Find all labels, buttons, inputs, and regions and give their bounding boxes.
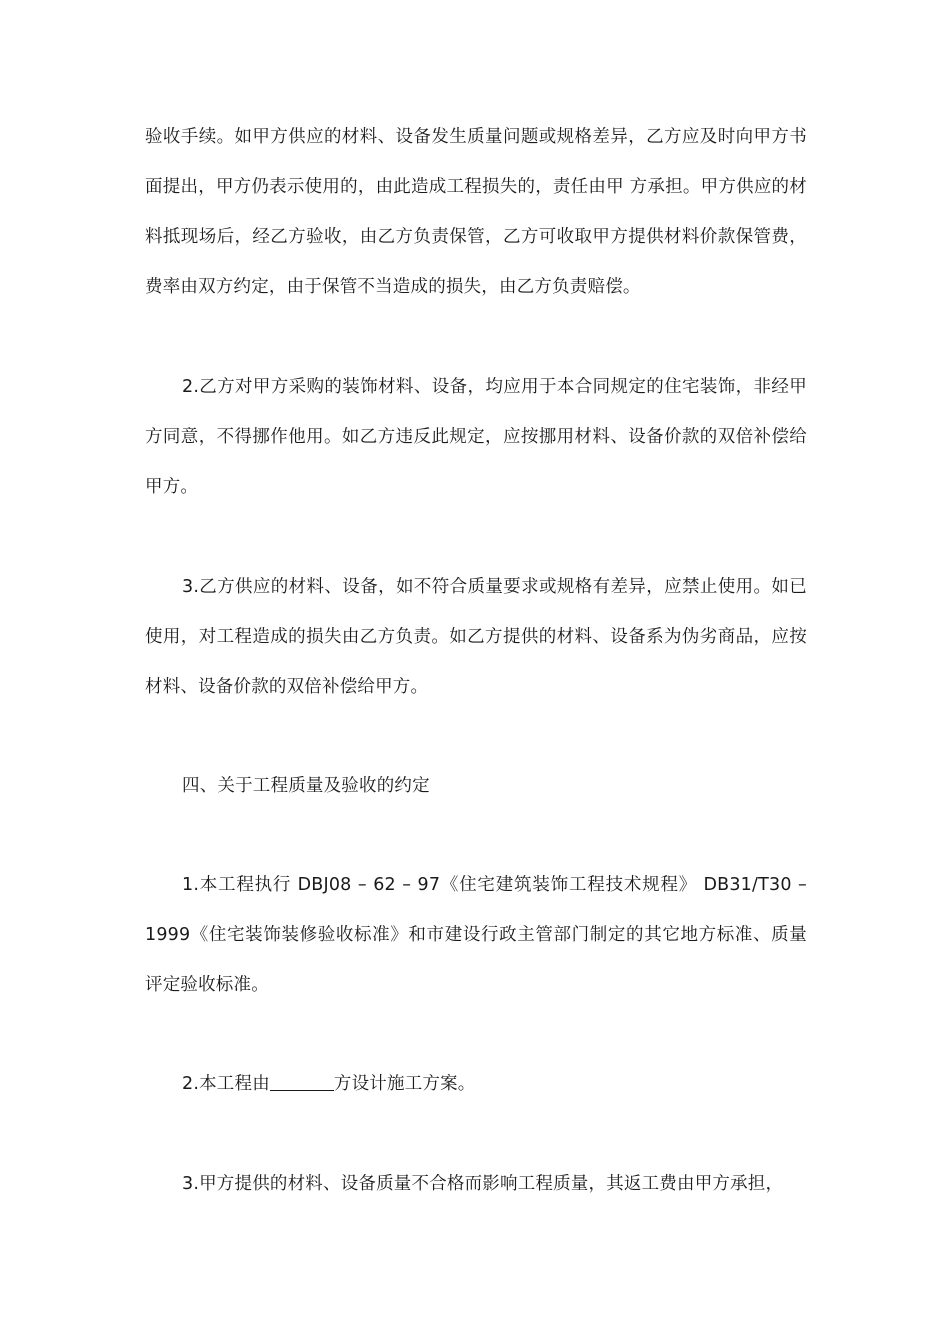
design-party-suffix: 方设计施工方案。 bbox=[333, 1074, 476, 1094]
paragraph-clause-2: 2.乙方对甲方采购的装饰材料、设备，均应用于本合同规定的住宅装饰，非经甲方同意，不得挪作他用。如乙方违反此规定，应按挪用材料、设备价款的双倍补偿给甲方。 bbox=[145, 377, 807, 497]
paragraph-clause-3: 3.乙方供应的材料、设备，如不符合质量要求或规格有差异，应禁止使用。如已使用，对工程造成的损失由乙方负责。如乙方提供的材料、设备系为伪劣商品，应按材料、设备价款的双倍补偿给甲方。 bbox=[145, 577, 807, 697]
paragraph-design-party bbox=[145, 1059, 807, 1109]
paragraph-materials-acceptance: 验收手续。如甲方供应的材料、设备发生质量问题或规格差异，乙方应及时向甲方书面提出，甲方仍表示使用的，由此造成工程损失的，责任由甲 方承担。甲方供应的材料抵现场后，经乙方验收，由乙方负责保管，乙方可收取甲方提供材料价款保管费，费率由双方约定，由于保管不当造成的损失，由乙方负责赔偿。 bbox=[145, 127, 807, 297]
paragraph-standards: 1.本工程执行 DBJ08 – 62 – 97《住宅建筑装饰工程技术规程》 DB31/T30 – 1999《住宅装饰装修验收标准》和市建设行政主管部门制定的其它地方标准、质量评定验收标准。 bbox=[145, 875, 807, 995]
paragraph-rework-cost: 3.甲方提供的材料、设备质量不合格而影响工程质量，其返工费由甲方承担， bbox=[182, 1174, 784, 1194]
design-party-prefix: 2.本工程由 bbox=[182, 1074, 270, 1094]
section-heading-quality-acceptance: 四、关于工程质量及验收的约定 bbox=[182, 776, 430, 796]
fill-in-blank bbox=[270, 1072, 334, 1091]
